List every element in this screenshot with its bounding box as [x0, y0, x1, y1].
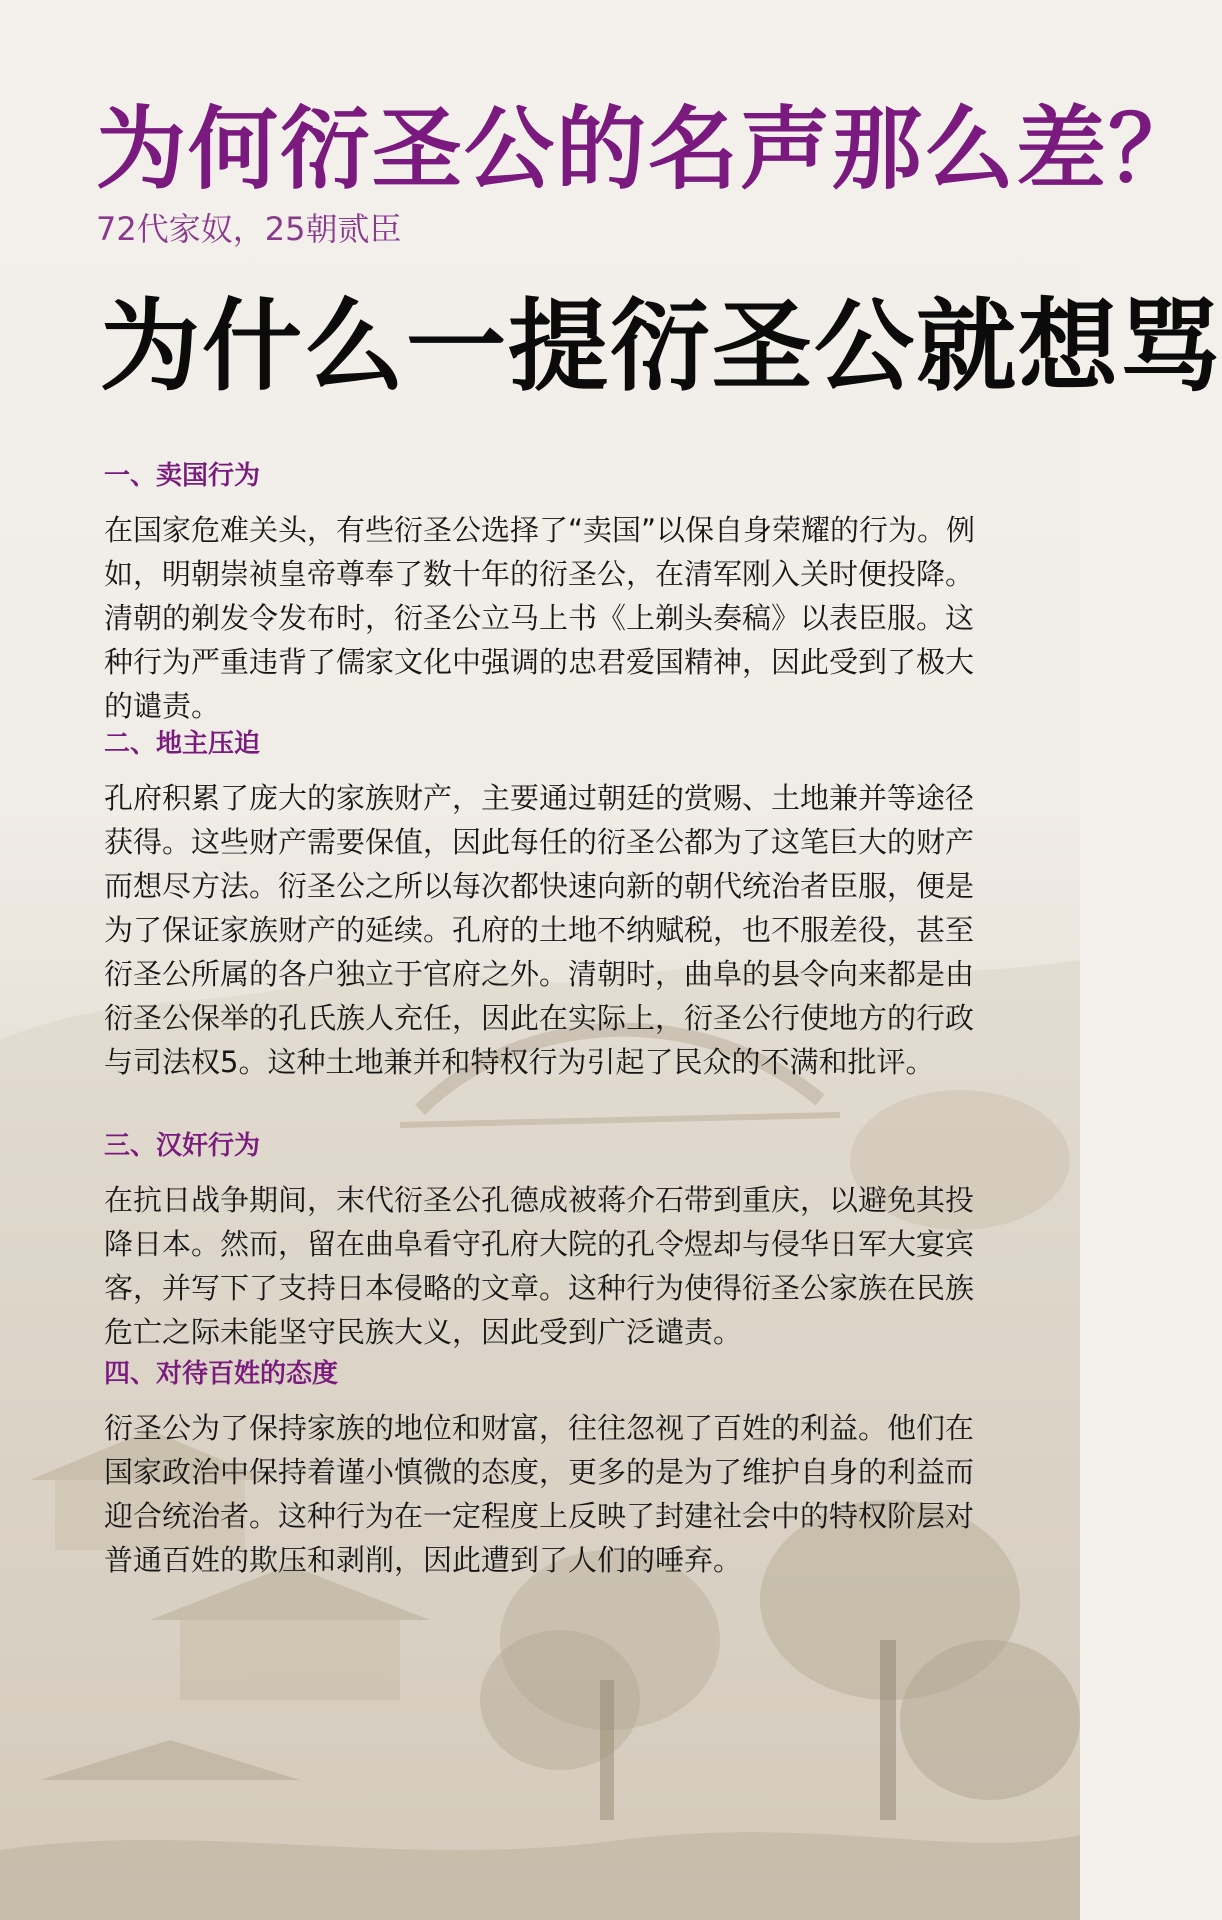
section-body: 在抗日战争期间，末代衍圣公孔德成被蒋介石带到重庆，以避免其投降日本。然而，留在曲阜看守孔府大院的孔令煜却与侵华日军大宴宾客，并写下了支持日本侵略的文章。这种行为使得衍圣公家族在民族危亡之际未能坚守民族大义，因此受到广泛谴责。 — [104, 1182, 975, 1350]
section-body: 孔府积累了庞大的家族财产，主要通过朝廷的赏赐、土地兼并等途径获得。这些财产需要保值，因此每任的衍圣公都为了这笔巨大的财产而想尽方法。衍圣公之所以每次都快速向新的朝代统治者臣服，便是为了保证家族财产的延续。孔府的土地不纳赋税，也不服差役，甚至衍圣公所属的各户独立于官府之外。清朝时，曲阜的县令向来都是由衍圣公保举的孔氏族人充任，因此在实际上，衍圣公行使地方的行政与司法权5。这种土地兼并和特权行为引起了民众的不满和批评。 — [104, 780, 975, 1080]
section-body: 在国家危难关头，有些衍圣公选择了“卖国”以保自身荣耀的行为。例如，明朝崇祯皇帝尊奉了数十年的衍圣公，在清军刚入关时便投降。清朝的剃发令发布时，衍圣公立马上书《上剃头奏稿》以表臣服。这种行为严重违背了儒家文化中强调的忠君爱国精神，因此受到了极大的谴责。 — [104, 512, 976, 724]
section-traitor — [104, 1130, 984, 1354]
subtitle: 72代家奴，25朝贰臣 — [96, 210, 402, 248]
section-heading: 二、地主压迫 — [104, 729, 261, 759]
section-landlord-oppression — [104, 728, 984, 1084]
section-attitude-to-people — [104, 1358, 984, 1582]
section-heading: 一、卖国行为 — [104, 461, 261, 491]
section-treason — [104, 460, 984, 728]
headline: 为什么一提衍圣公就想骂 — [100, 288, 1222, 405]
section-body: 衍圣公为了保持家族的地位和财富，往往忽视了百姓的利益。他们在国家政治中保持着谨小慎微的态度，更多的是为了维护自身的利益而迎合统治者。这种行为在一定程度上反映了封建社会中的特权阶层对普通百姓的欺压和剥削，因此遭到了人们的唾弃。 — [104, 1410, 975, 1578]
main-title: 为何衍圣公的名声那么差？ — [96, 97, 1200, 202]
section-heading: 四、对待百姓的态度 — [104, 1359, 339, 1389]
section-heading: 三、汉奸行为 — [104, 1131, 261, 1161]
